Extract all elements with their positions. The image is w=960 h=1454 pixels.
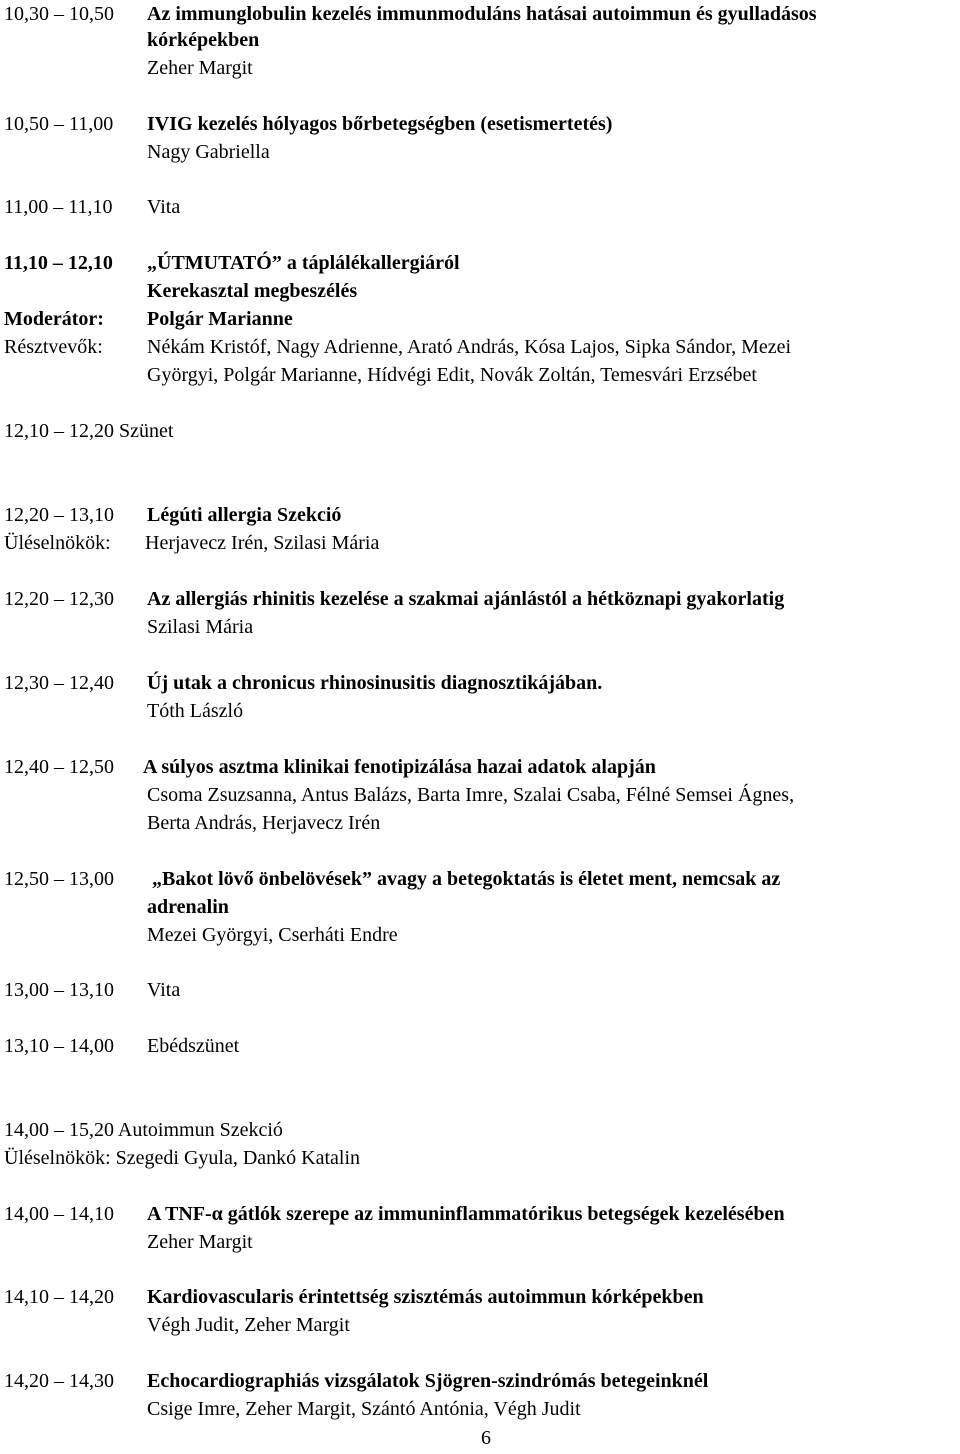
participants-list: Nékám Kristóf, Nagy Adrienne, Arató András, Kósa Lajos, Sipka Sándor, Mezei [147, 336, 792, 358]
break-slot: 12,10 – 12,20 Szünet [4, 420, 174, 442]
talk-title: A súlyos asztma klinikai fenotipizálása hazai adatok alapján [143, 756, 656, 778]
talk-author: Mezei Györgyi, Cserháti Endre [147, 924, 398, 946]
talk-title: Az allergiás rhinitis kezelése a szakmai ajánlástól a hétköznapi gyakorlatig [147, 588, 785, 610]
talk-title: „Bakot lövő önbelövések” avagy a betegoktatás is életet ment, nemcsak az [152, 868, 781, 890]
time-slot: 14,10 – 14,20 [4, 1286, 114, 1308]
time-slot: 13,00 – 13,10 [4, 979, 114, 1001]
talk-title: Új utak a chronicus rhinosinusitis diagnosztikájában. [147, 672, 603, 694]
chairs-line: Üléselnökök: Szegedi Gyula, Dankó Katalin [4, 1147, 361, 1169]
talk-title: A TNF-α gátlók szerepe az immuninflammatórikus betegségek kezelésében [147, 1203, 785, 1225]
talk-author-continued: Berta András, Herjavecz Irén [147, 812, 381, 834]
talk-title-continued: kórképekben [147, 29, 260, 51]
section-header: 14,00 – 15,20 Autoimmun Szekció [4, 1119, 283, 1141]
time-slot: 12,30 – 12,40 [4, 672, 114, 694]
roundtable-title: „ÚTMUTATÓ” a táplálékallergiáról [147, 252, 460, 274]
talk-title: Kardiovascularis érintettség szisztémás autoimmun kórképekben [147, 1286, 704, 1308]
section-title: Légúti allergia Szekció [147, 504, 342, 526]
talk-title-continued: adrenalin [147, 896, 229, 918]
time-slot: 12,20 – 12,30 [4, 588, 114, 610]
lunch-break-label: Ebédszünet [147, 1035, 240, 1057]
talk-author: Zeher Margit [147, 57, 253, 79]
talk-title: Az immunglobulin kezelés immunmoduláns hatásai autoimmun és gyulladásos [147, 3, 817, 25]
talk-author: Csoma Zsuzsanna, Antus Balázs, Barta Imre, Szalai Csaba, Félné Semsei Ágnes, [147, 784, 795, 806]
time-slot: 11,10 – 12,10 [4, 252, 113, 274]
section-time: 12,20 – 13,10 [4, 504, 114, 526]
talk-title: IVIG kezelés hólyagos bőrbetegségben (esetismertetés) [147, 113, 613, 135]
discussion-label: Vita [147, 979, 181, 1001]
moderator-name: Polgár Marianne [147, 308, 293, 330]
discussion-label: Vita [147, 196, 181, 218]
page-number: 6 [481, 1427, 491, 1449]
talk-title: Echocardiographiás vizsgálatok Sjögren-szindrómás betegeinknél [147, 1370, 709, 1392]
participants-list-continued: Györgyi, Polgár Marianne, Hídvégi Edit, Novák Zoltán, Temesvári Erzsébet [147, 364, 757, 386]
talk-author: Szilasi Mária [147, 616, 254, 638]
talk-author: Tóth László [147, 700, 244, 722]
talk-author: Nagy Gabriella [147, 141, 270, 163]
roundtable-subtitle: Kerekasztal megbeszélés [147, 280, 358, 302]
time-slot: 14,20 – 14,30 [4, 1370, 114, 1392]
time-slot: 12,40 – 12,50 [4, 756, 114, 778]
time-slot: 14,00 – 14,10 [4, 1203, 114, 1225]
moderator-label: Moderátor: [4, 308, 104, 330]
time-slot: 12,50 – 13,00 [4, 868, 114, 890]
time-slot: 10,50 – 11,00 [4, 113, 114, 135]
time-slot: 11,00 – 11,10 [4, 196, 113, 218]
talk-author: Végh Judit, Zeher Margit [147, 1314, 350, 1336]
chairs-names: Herjavecz Irén, Szilasi Mária [145, 532, 380, 554]
participants-label: Résztvevők: [4, 336, 103, 358]
talk-author: Csige Imre, Zeher Margit, Szántó Antónia, Végh Judit [147, 1398, 581, 1420]
chairs-label: Üléselnökök: [4, 532, 111, 554]
time-slot: 13,10 – 14,00 [4, 1035, 114, 1057]
talk-author: Zeher Margit [147, 1231, 253, 1253]
time-slot: 10,30 – 10,50 [4, 3, 114, 25]
